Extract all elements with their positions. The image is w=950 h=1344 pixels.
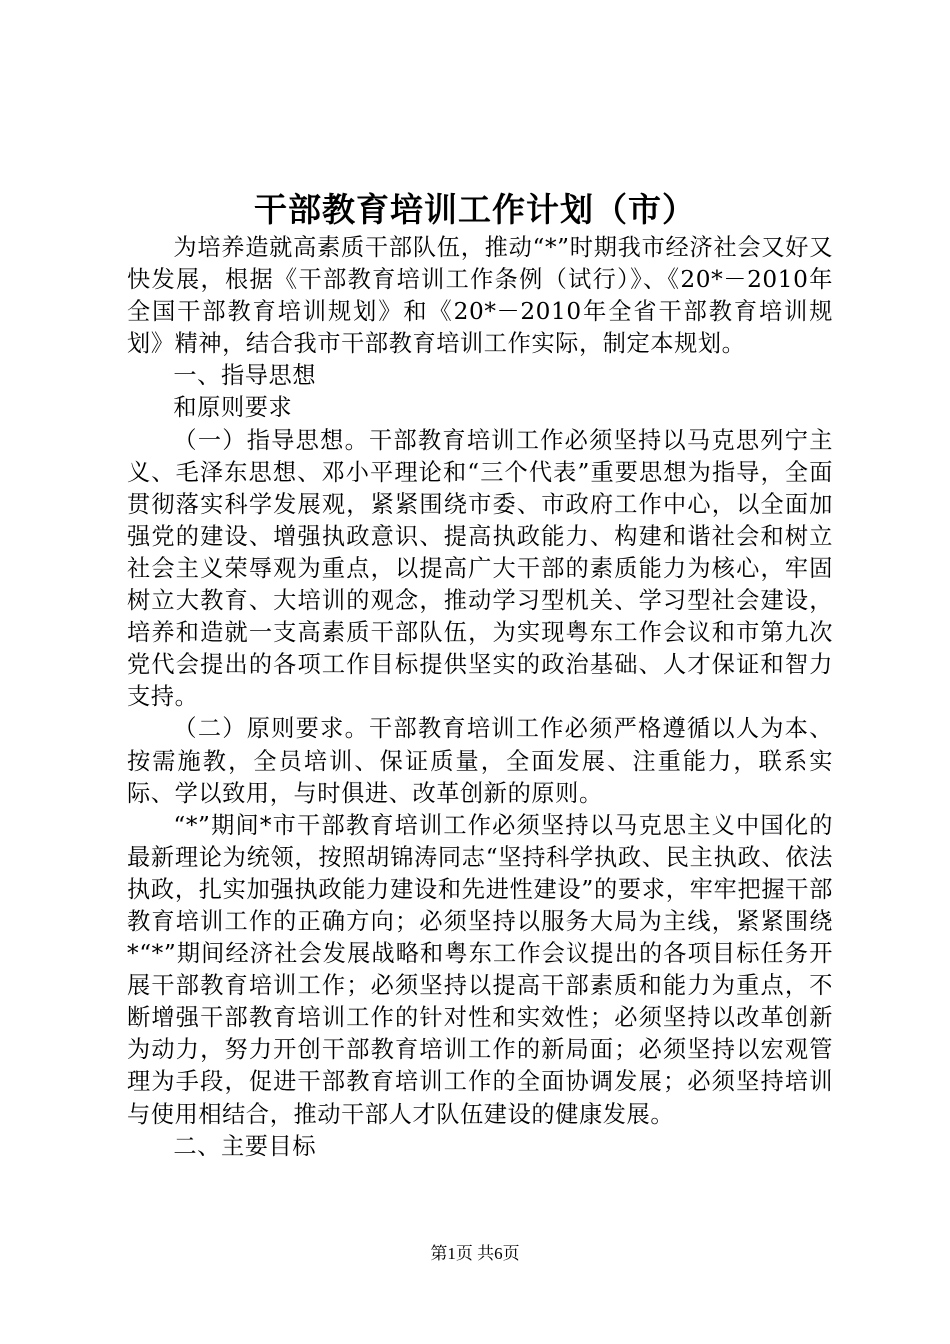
paragraph-principle-requirements: （二）原则要求。干部教育培训工作必须严格遵循以人为本、按需施教，全员培训、保证质量，全面发展、注重能力，联系实际、学以致用，与时俱进、改革创新的原则。 — [127, 715, 833, 807]
paragraph-guiding-thought: （一）指导思想。干部教育培训工作必须坚持以马克思列宁主义、毛泽东思想、邓小平理论和“三个代表”重要思想为指导，全面贯彻落实科学发展观，紧紧围绕市委、市政府工作中心，以全面加强党的建设、增强执政意识、提高执政能力、构建和谐社会和树立社会主义荣辱观为重点，以提高广大干部的素质能力为核心，牢固树立大教育、大培训的观念，推动学习型机关、学习型社会建设，培养和造就一支高素质干部队伍，为实现粤东工作会议和市第九次党代会提出的各项工作目标提供坚实的政治基础、人才保证和智力支持。 — [127, 426, 833, 711]
document-body — [127, 232, 833, 1163]
page-number-footer: 第1页 共6页 — [430, 1244, 520, 1263]
document-title: 干部教育培训工作计划（市） — [254, 190, 696, 229]
paragraph-period-requirements: “*”期间*市干部教育培训工作必须坚持以马克思主义中国化的最新理论为统领，按照胡锦涛同志“坚持科学执政、民主执政、依法执政，扎实加强执政能力建设和先进性建设”的要求，牢牢把握干部教育培训工作的正确方向；必须坚持以服务大局为主线，紧紧围绕*“*”期间经济社会发展战略和粤东工作会议提出的各项目标任务开展干部教育培训工作；必须坚持以提高干部素质和能力为重点，不断增强干部教育培训工作的针对性和实效性；必须坚持以改革创新为动力，努力开创干部教育培训工作的新局面；必须坚持以宏观管理为手段，促进干部教育培训工作的全面协调发展；必须坚持培训与使用相结合，推动干部人才队伍建设的健康发展。 — [127, 811, 833, 1128]
section-heading-principles: 和原则要求 — [173, 394, 293, 422]
paragraph-intro: 为培养造就高素质干部队伍，推动“*”时期我市经济社会又好又快发展，根据《干部教育培训工作条例（试行）》、《20*－2010年全国干部教育培训规划》和《20*－2010年全省干部教育培训规划》精神，结合我市干部教育培训工作实际，制定本规划。 — [127, 234, 833, 358]
section-heading-main-goals: 二、主要目标 — [173, 1132, 317, 1160]
section-heading-guiding-thought: 一、指导思想 — [173, 362, 317, 390]
